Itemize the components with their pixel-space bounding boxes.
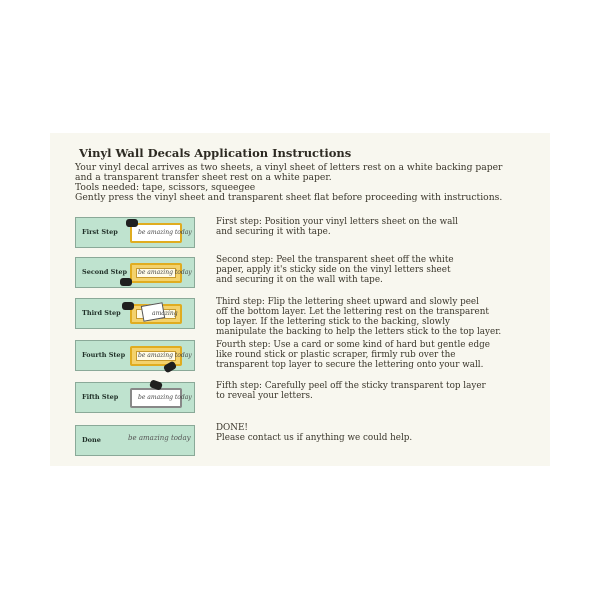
intro-line: Gently press the vinyl sheet and transparent sheet flat before proceeding with instructions. bbox=[75, 192, 503, 203]
letter-sheet bbox=[130, 263, 192, 283]
intro-line: and a transparent transfer sheet rest on a white paper. bbox=[75, 172, 332, 183]
hand-icon bbox=[122, 302, 134, 310]
letter-sheet bbox=[130, 223, 192, 243]
step-illustration-done bbox=[75, 425, 195, 456]
step-text-fourth: Fourth step: Use a card or some kind of hard but gentle edge like round stick or plastic scraper, firmly rub over the transparent top layer to secure the lettering onto your wall. bbox=[216, 340, 490, 370]
illustration-lettering: be amazing today bbox=[128, 434, 191, 442]
hand-icon bbox=[120, 278, 132, 286]
step-text-first: First step: Position your vinyl letters sheet on the wall and securing it with tape. bbox=[216, 217, 458, 237]
step-illustration-second bbox=[75, 257, 195, 288]
step-label: Fifth Step bbox=[82, 393, 119, 401]
intro-paragraph bbox=[75, 163, 545, 203]
page-title: Vinyl Wall Decals Application Instructions bbox=[79, 146, 352, 160]
step-label: Fourth Step bbox=[82, 351, 126, 359]
illustration-lettering: be amazing today bbox=[138, 352, 192, 359]
illustration-lettering: be amazing today bbox=[138, 229, 192, 236]
step-illustration-third bbox=[75, 298, 195, 329]
step-illustration-fifth bbox=[75, 382, 195, 413]
illustration-lettering: amazing bbox=[152, 310, 178, 317]
step-label: Second Step bbox=[82, 268, 128, 276]
intro-line: Tools needed: tape, scissors, squeegee bbox=[75, 182, 256, 193]
hand-icon bbox=[126, 219, 138, 227]
letter-sheet bbox=[130, 304, 182, 324]
step-illustration-fourth bbox=[75, 340, 195, 371]
illustration-lettering: be amazing today bbox=[138, 394, 192, 401]
step-label: Done bbox=[82, 436, 101, 444]
step-text-third: Third step: Flip the lettering sheet upward and slowly peel off the bottom layer. Let the lettering rest on the transparent top layer. If the lettering stick to the backing, slowly manipulate the backing to help the letters stick to the top layer. bbox=[216, 297, 502, 337]
intro-line: Your vinyl decal arrives as two sheets, a vinyl sheet of letters rest on a white backing paper bbox=[75, 162, 503, 173]
step-text-fifth: Fifth step: Carefully peel off the sticky transparent top layer to reveal your letters. bbox=[216, 381, 486, 401]
letter-sheet bbox=[130, 388, 192, 408]
instruction-card bbox=[50, 133, 550, 466]
step-text-second: Second step: Peel the transparent sheet off the white paper, apply it's sticky side on the vinyl letters sheet and securing it on the wall with tape. bbox=[216, 255, 454, 285]
illustration-lettering: be amazing today bbox=[138, 269, 192, 276]
step-text-done: DONE! Please contact us if anything we could help. bbox=[216, 423, 413, 443]
step-label: Third Step bbox=[82, 309, 121, 317]
step-illustration-first bbox=[75, 217, 195, 248]
step-label: First Step bbox=[82, 228, 118, 236]
